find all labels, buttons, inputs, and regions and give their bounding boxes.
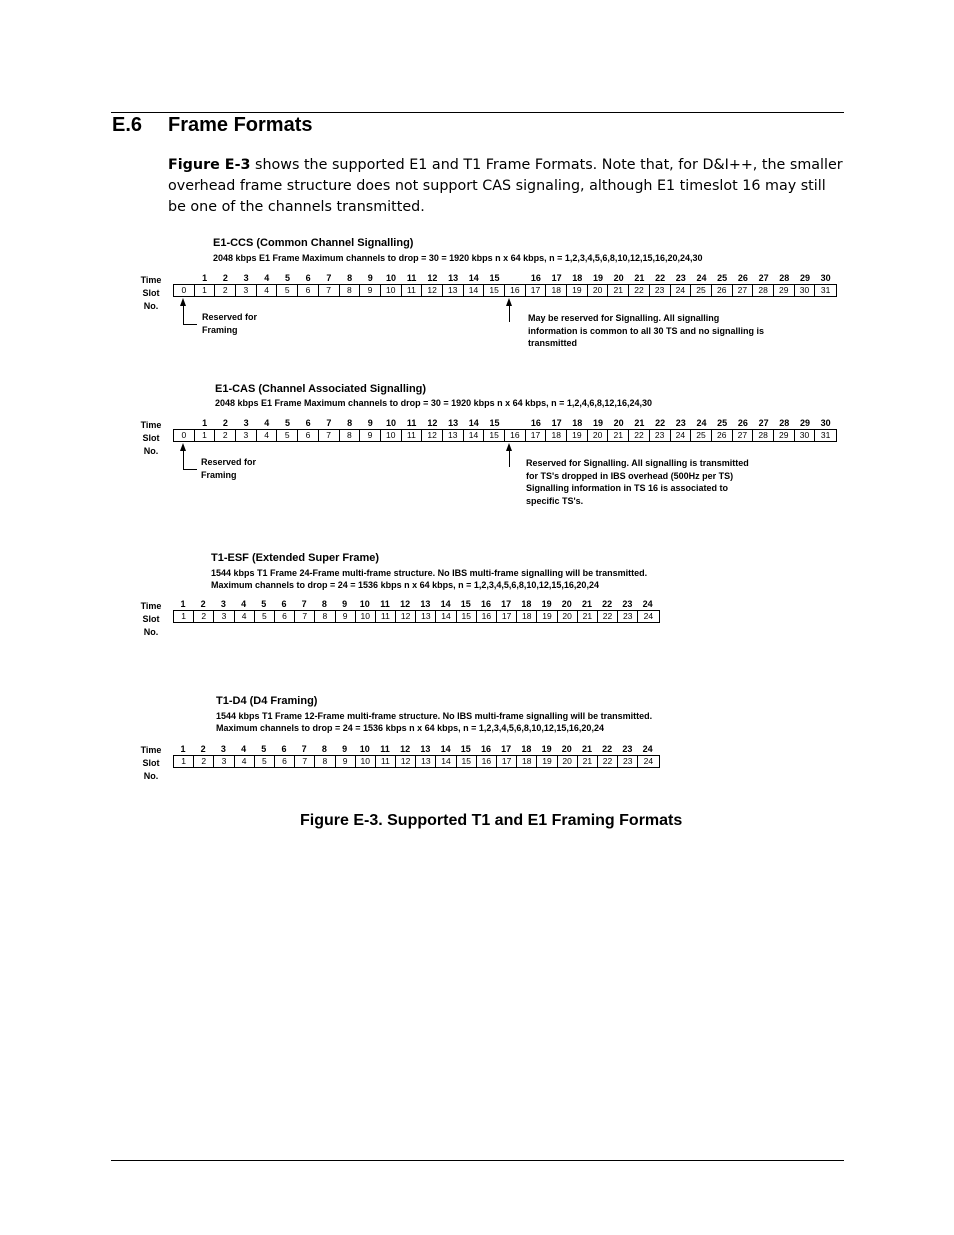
timeslot-cell: 24 xyxy=(671,430,692,441)
note-signalling xyxy=(528,312,764,350)
timeslot-number: 7 xyxy=(326,273,332,283)
timeslot-cell: 20 xyxy=(558,611,578,622)
timeslot-label-line: Slot xyxy=(142,287,160,298)
timeslot-cell: 6 xyxy=(275,756,295,767)
timeslot-number: 7 xyxy=(301,744,307,754)
timeslot-number: 19 xyxy=(541,744,552,754)
timeslot-number: 16 xyxy=(530,273,541,283)
timeslot-cell: 3 xyxy=(236,430,257,441)
timeslot-number: 11 xyxy=(406,273,417,283)
timeslot-number: 29 xyxy=(799,273,810,283)
timeslot-label xyxy=(136,419,166,457)
timeslot-cell: 19 xyxy=(567,430,588,441)
timeslot-number: 4 xyxy=(264,418,270,428)
timeslot-cell: 2 xyxy=(194,756,214,767)
note-line: Reserved for xyxy=(202,312,258,322)
timeslot-cell: 23 xyxy=(650,285,671,296)
timeslot-cell: 5 xyxy=(255,756,275,767)
timeslot-cell: 5 xyxy=(255,611,275,622)
framing-arrow-foot xyxy=(183,324,197,325)
timeslot-cell: 26 xyxy=(712,285,733,296)
timeslot-label-line: No. xyxy=(143,770,159,781)
timeslot-cell: 12 xyxy=(422,285,443,296)
timeslot-cell: 22 xyxy=(598,611,618,622)
timeslot-number: 17 xyxy=(501,599,512,609)
timeslot-number: 16 xyxy=(480,744,491,754)
intro-paragraph xyxy=(168,155,848,218)
timeslot-cell: 17 xyxy=(497,756,517,767)
timeslot-number: 28 xyxy=(779,418,790,428)
timeslot-number: 22 xyxy=(655,273,666,283)
timeslot-label-line: Time xyxy=(140,275,162,285)
timeslot-row xyxy=(173,429,837,442)
note-line: Signalling information in TS 16 is associated to xyxy=(526,483,729,493)
signalling-arrow-line xyxy=(509,449,510,467)
timeslot-number: 13 xyxy=(448,273,459,283)
timeslot-number: 12 xyxy=(400,744,411,754)
framing-arrow-line xyxy=(183,304,184,324)
timeslot-number: 30 xyxy=(820,418,831,428)
timeslot-cell: 23 xyxy=(618,756,638,767)
timeslot-number: 2 xyxy=(200,599,206,609)
timeslot-cell: 2 xyxy=(215,285,236,296)
timeslot-cell: 0 xyxy=(174,285,195,296)
note-line: Reserved for xyxy=(201,457,257,467)
timeslot-cell: 10 xyxy=(356,756,376,767)
timeslot-number: 3 xyxy=(243,273,249,283)
timeslot-cell: 21 xyxy=(608,285,629,296)
signalling-arrow-line xyxy=(509,304,510,322)
timeslot-number: 17 xyxy=(551,418,562,428)
timeslot-cell: 16 xyxy=(477,611,497,622)
timeslot-row xyxy=(173,755,660,768)
timeslot-number: 9 xyxy=(342,744,348,754)
timeslot-cell: 4 xyxy=(235,611,255,622)
timeslot-cell: 0 xyxy=(174,430,195,441)
timeslot-number: 5 xyxy=(261,744,267,754)
timeslot-number: 15 xyxy=(460,744,471,754)
timeslot-cell: 4 xyxy=(257,430,278,441)
timeslot-cell: 30 xyxy=(795,285,816,296)
timeslot-cell: 13 xyxy=(443,285,464,296)
timeslot-cell: 3 xyxy=(214,756,234,767)
timeslot-cell: 2 xyxy=(215,430,236,441)
timeslot-number: 1 xyxy=(180,744,186,754)
timeslot-cell: 22 xyxy=(598,756,618,767)
timeslot-cell: 18 xyxy=(546,285,567,296)
timeslot-cell: 11 xyxy=(376,611,396,622)
timeslot-cell: 18 xyxy=(546,430,567,441)
framing-arrow-foot xyxy=(183,469,197,470)
framing-arrow-line xyxy=(183,449,184,469)
timeslot-number: 10 xyxy=(359,744,370,754)
frame-subtitle: 2048 kbps E1 Frame Maximum channels to drop = 30 = 1920 kbps n x 64 kbps, n = 1,2,4,6,8,12,16,24,30 xyxy=(215,398,652,408)
timeslot-number: 20 xyxy=(613,273,624,283)
timeslot-cell: 9 xyxy=(360,430,381,441)
timeslot-number: 18 xyxy=(521,744,532,754)
timeslot-cell: 16 xyxy=(505,285,526,296)
timeslot-cell: 20 xyxy=(588,430,609,441)
timeslot-number: 28 xyxy=(779,273,790,283)
timeslot-number: 1 xyxy=(202,273,208,283)
timeslot-cell: 10 xyxy=(381,430,402,441)
timeslot-number: 7 xyxy=(326,418,332,428)
timeslot-label-line: No. xyxy=(143,626,159,637)
timeslot-number: 21 xyxy=(581,744,592,754)
timeslot-cell: 18 xyxy=(517,756,537,767)
intro-text: shows the supported E1 and T1 Frame Formats. Note that, for D&I++, the smaller overhead frame structure does not support CAS signaling, although E1 timeslot 16 may still be one of the channels transmitted. xyxy=(168,157,843,215)
timeslot-cell: 8 xyxy=(340,430,361,441)
timeslot-number: 12 xyxy=(427,418,438,428)
timeslot-cell: 20 xyxy=(588,285,609,296)
timeslot-cell: 8 xyxy=(315,756,335,767)
timeslot-cell: 21 xyxy=(608,430,629,441)
timeslot-number: 5 xyxy=(261,599,267,609)
note-line: specific TS's. xyxy=(526,495,584,506)
timeslot-label-line: No. xyxy=(143,300,159,311)
timeslot-number: 14 xyxy=(468,273,479,283)
timeslot-cell: 17 xyxy=(526,430,547,441)
timeslot-cell: 4 xyxy=(235,756,255,767)
timeslot-number: 15 xyxy=(489,273,500,283)
timeslot-number: 18 xyxy=(572,418,583,428)
timeslot-cell: 15 xyxy=(457,611,477,622)
timeslot-cell: 28 xyxy=(753,285,774,296)
timeslot-cell: 1 xyxy=(195,430,216,441)
timeslot-label-line: Slot xyxy=(142,432,160,443)
timeslot-label-line: Time xyxy=(140,745,162,755)
timeslot-number: 3 xyxy=(220,599,226,609)
timeslot-number: 12 xyxy=(400,599,411,609)
timeslot-cell: 19 xyxy=(567,285,588,296)
timeslot-number: 2 xyxy=(222,418,228,428)
timeslot-number: 24 xyxy=(696,273,707,283)
timeslot-cell: 11 xyxy=(402,285,423,296)
timeslot-cell: 13 xyxy=(443,430,464,441)
timeslot-number: 6 xyxy=(305,418,311,428)
timeslot-label xyxy=(136,744,166,782)
timeslot-number: 6 xyxy=(305,273,311,283)
timeslot-cell: 3 xyxy=(236,285,257,296)
timeslot-cell: 24 xyxy=(643,756,654,766)
timeslot-number: 23 xyxy=(622,744,633,754)
note-line: Framing xyxy=(202,324,238,335)
timeslot-cell: 24 xyxy=(643,611,654,621)
note-line: information is common to all 30 TS and no signalling is xyxy=(528,325,765,336)
timeslot-cell: 7 xyxy=(295,756,315,767)
timeslot-cell: 30 xyxy=(795,430,816,441)
timeslot-cell: 10 xyxy=(356,611,376,622)
timeslot-cell: 20 xyxy=(558,756,578,767)
timeslot-number: 17 xyxy=(501,744,512,754)
timeslot-cell: 12 xyxy=(422,430,443,441)
timeslot-cell: 8 xyxy=(315,611,335,622)
timeslot-cell: 16 xyxy=(477,756,497,767)
timeslot-number: 4 xyxy=(241,599,247,609)
timeslot-cell: 9 xyxy=(360,285,381,296)
timeslot-number: 18 xyxy=(572,273,583,283)
timeslot-number: 21 xyxy=(634,418,645,428)
timeslot-cell: 17 xyxy=(497,611,517,622)
timeslot-number: 9 xyxy=(367,418,373,428)
timeslot-number: 26 xyxy=(737,273,748,283)
timeslot-cell: 21 xyxy=(578,611,598,622)
timeslot-number: 8 xyxy=(321,744,327,754)
timeslot-number: 25 xyxy=(717,273,728,283)
timeslot-number: 20 xyxy=(561,599,572,609)
timeslot-number: 27 xyxy=(758,418,769,428)
timeslot-cell: 21 xyxy=(578,756,598,767)
timeslot-number: 10 xyxy=(385,418,396,428)
timeslot-cell: 3 xyxy=(214,611,234,622)
timeslot-number: 1 xyxy=(202,418,208,428)
timeslot-number: 24 xyxy=(642,744,653,754)
timeslot-cell: 5 xyxy=(277,285,298,296)
timeslot-number: 2 xyxy=(200,744,206,754)
figure-caption: Figure E-3. Supported T1 and E1 Framing Formats xyxy=(300,812,683,829)
timeslot-cell: 17 xyxy=(526,285,547,296)
timeslot-cell: 11 xyxy=(402,430,423,441)
section-title: Frame Formats xyxy=(168,114,313,136)
timeslot-cell: 16 xyxy=(505,430,526,441)
timeslot-number: 29 xyxy=(799,418,810,428)
timeslot-cell: 19 xyxy=(537,756,557,767)
timeslot-row xyxy=(173,284,837,297)
timeslot-number: 5 xyxy=(284,273,290,283)
figure-reference: Figure E-3 xyxy=(168,157,251,173)
timeslot-number: 1 xyxy=(180,599,186,609)
timeslot-label-line: Time xyxy=(140,420,162,430)
timeslot-cell: 14 xyxy=(436,756,456,767)
timeslot-cell: 15 xyxy=(484,430,505,441)
timeslot-cell: 9 xyxy=(336,611,356,622)
frame-subtitle: 1544 kbps T1 Frame 24-Frame multi-frame structure. No IBS multi-frame signalling will be transmitted. xyxy=(211,568,648,578)
frame-subtitle: 1544 kbps T1 Frame 12-Frame multi-frame structure. No IBS multi-frame signalling will be transmitted. xyxy=(216,711,653,721)
timeslot-number: 24 xyxy=(696,418,707,428)
timeslot-number: 27 xyxy=(758,273,769,283)
timeslot-number: 20 xyxy=(561,744,572,754)
timeslot-cell: 6 xyxy=(275,611,295,622)
timeslot-number: 4 xyxy=(264,273,270,283)
header-rule xyxy=(111,112,844,113)
timeslot-number: 8 xyxy=(321,599,327,609)
timeslot-number: 2 xyxy=(222,273,228,283)
timeslot-cell: 27 xyxy=(733,430,754,441)
timeslot-number: 21 xyxy=(634,273,645,283)
timeslot-number: 14 xyxy=(440,599,451,609)
timeslot-cell: 6 xyxy=(298,430,319,441)
timeslot-label xyxy=(136,274,166,312)
timeslot-number: 11 xyxy=(380,599,390,609)
timeslot-number: 20 xyxy=(613,418,624,428)
note-line: Reserved for Signalling. All signalling is transmitted xyxy=(526,458,749,468)
timeslot-cell: 14 xyxy=(436,611,456,622)
timeslot-number: 12 xyxy=(427,273,438,283)
timeslot-number: 9 xyxy=(342,599,348,609)
timeslot-cell: 9 xyxy=(336,756,356,767)
timeslot-number: 19 xyxy=(592,273,603,283)
timeslot-number: 15 xyxy=(489,418,500,428)
timeslot-number: 26 xyxy=(737,418,748,428)
timeslot-number: 19 xyxy=(592,418,603,428)
timeslot-number: 3 xyxy=(220,744,226,754)
timeslot-cell: 27 xyxy=(733,285,754,296)
timeslot-label-line: No. xyxy=(143,445,159,456)
timeslot-cell: 15 xyxy=(484,285,505,296)
timeslot-cell: 1 xyxy=(174,756,194,767)
note-line: May be reserved for Signalling. All signalling xyxy=(528,313,720,323)
timeslot-cell: 12 xyxy=(396,756,416,767)
timeslot-label-line: Time xyxy=(140,601,162,611)
timeslot-cell: 24 xyxy=(671,285,692,296)
timeslot-number: 15 xyxy=(460,599,471,609)
timeslot-cell: 19 xyxy=(537,611,557,622)
timeslot-number: 23 xyxy=(675,418,686,428)
timeslot-number: 11 xyxy=(406,418,417,428)
timeslot-number: 10 xyxy=(385,273,396,283)
timeslot-cell: 22 xyxy=(629,430,650,441)
timeslot-label xyxy=(136,600,166,638)
timeslot-number: 6 xyxy=(281,599,287,609)
timeslot-number: 18 xyxy=(521,599,532,609)
note-signalling xyxy=(526,457,749,507)
timeslot-cell: 13 xyxy=(416,611,436,622)
timeslot-cell: 18 xyxy=(517,611,537,622)
timeslot-cell: 23 xyxy=(618,611,638,622)
section-number: E.6 xyxy=(112,114,143,136)
timeslot-cell: 14 xyxy=(464,285,485,296)
timeslot-number: 13 xyxy=(420,744,431,754)
frame-subtitle: Maximum channels to drop = 24 = 1536 kbps n x 64 kbps, n = 1,2,3,4,5,6,8,10,12,15,16,20,24 xyxy=(216,723,604,733)
timeslot-cell: 25 xyxy=(691,285,712,296)
timeslot-number: 22 xyxy=(602,744,613,754)
timeslot-number: 11 xyxy=(380,744,390,754)
timeslot-cell: 26 xyxy=(712,430,733,441)
frame-title: E1-CCS (Common Channel Signalling) xyxy=(213,237,414,249)
timeslot-number: 10 xyxy=(359,599,370,609)
timeslot-number: 22 xyxy=(655,418,666,428)
timeslot-number: 9 xyxy=(367,273,373,283)
timeslot-cell: 2 xyxy=(194,611,214,622)
frame-title: T1-D4 (D4 Framing) xyxy=(216,695,318,707)
timeslot-cell: 8 xyxy=(340,285,361,296)
timeslot-number: 16 xyxy=(480,599,491,609)
timeslot-number: 13 xyxy=(420,599,431,609)
timeslot-number: 7 xyxy=(301,599,307,609)
timeslot-label-line: Slot xyxy=(142,757,160,768)
timeslot-number: 30 xyxy=(820,273,831,283)
timeslot-cell: 10 xyxy=(381,285,402,296)
note-line: transmitted xyxy=(528,338,578,348)
timeslot-number: 22 xyxy=(602,599,613,609)
timeslot-cell: 7 xyxy=(319,430,340,441)
timeslot-cell: 5 xyxy=(277,430,298,441)
timeslot-cell: 29 xyxy=(774,285,795,296)
timeslot-cell: 14 xyxy=(464,430,485,441)
timeslot-number: 17 xyxy=(551,273,562,283)
timeslot-number: 6 xyxy=(281,744,287,754)
timeslot-cell: 12 xyxy=(396,611,416,622)
timeslot-cell: 1 xyxy=(195,285,216,296)
timeslot-number: 5 xyxy=(284,418,290,428)
frame-title: T1-ESF (Extended Super Frame) xyxy=(211,552,380,564)
timeslot-cell: 6 xyxy=(298,285,319,296)
timeslot-number: 23 xyxy=(675,273,686,283)
footer-rule xyxy=(111,1160,844,1161)
timeslot-cell: 7 xyxy=(295,611,315,622)
timeslot-label-line: Slot xyxy=(142,613,160,624)
timeslot-number: 19 xyxy=(541,599,552,609)
timeslot-cell: 29 xyxy=(774,430,795,441)
timeslot-cell: 4 xyxy=(257,285,278,296)
timeslot-number: 4 xyxy=(241,744,247,754)
frame-subtitle: Maximum channels to drop = 24 = 1536 kbps n x 64 kbps, n = 1,2,3,4,5,6,8,10,12,15,16,20,24 xyxy=(211,580,599,590)
timeslot-number: 8 xyxy=(347,418,353,428)
timeslot-cell: 25 xyxy=(691,430,712,441)
timeslot-cell: 23 xyxy=(650,430,671,441)
timeslot-cell: 7 xyxy=(319,285,340,296)
timeslot-cell: 31 xyxy=(820,285,831,295)
note-framing xyxy=(201,456,256,481)
timeslot-number: 16 xyxy=(530,418,541,428)
timeslot-number: 14 xyxy=(468,418,479,428)
timeslot-number: 3 xyxy=(243,418,249,428)
timeslot-number: 23 xyxy=(622,599,633,609)
note-line: for TS's dropped in IBS overhead (500Hz per TS) xyxy=(526,470,734,481)
frame-subtitle: 2048 kbps E1 Frame Maximum channels to drop = 30 = 1920 kbps n x 64 kbps, n = 1,2,3,4,5,6,8,10,12,15,16,20,24,30 xyxy=(213,253,703,263)
timeslot-cell: 11 xyxy=(376,756,396,767)
timeslot-cell: 31 xyxy=(820,430,831,440)
frame-title: E1-CAS (Channel Associated Signalling) xyxy=(215,383,427,395)
timeslot-row xyxy=(173,610,660,623)
timeslot-number: 13 xyxy=(448,418,459,428)
timeslot-number: 21 xyxy=(581,599,592,609)
timeslot-cell: 28 xyxy=(753,430,774,441)
timeslot-number: 14 xyxy=(440,744,451,754)
timeslot-cell: 1 xyxy=(174,611,194,622)
note-line: Framing xyxy=(201,469,237,480)
timeslot-number: 24 xyxy=(642,599,653,609)
note-framing xyxy=(202,311,257,336)
timeslot-cell: 22 xyxy=(629,285,650,296)
timeslot-cell: 13 xyxy=(416,756,436,767)
timeslot-cell: 15 xyxy=(457,756,477,767)
timeslot-number: 25 xyxy=(717,418,728,428)
timeslot-number: 8 xyxy=(347,273,353,283)
